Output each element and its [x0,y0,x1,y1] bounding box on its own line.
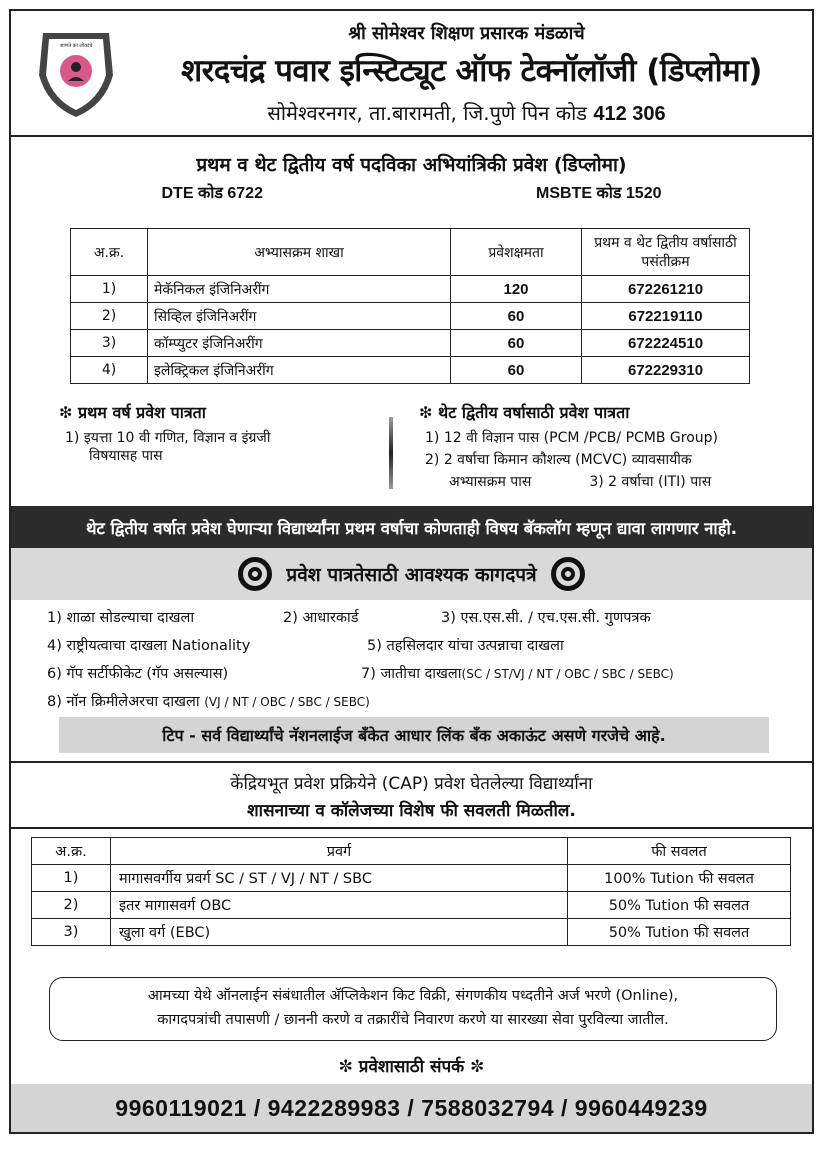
list-item: 3) एस.एस.सी. / एच.एस.सी. गुणपत्रक [441,610,651,626]
first-year-eligibility [59,401,270,465]
documents-title: प्रवेश पात्रतेसाठी आवश्यक कागदपत्रे [286,564,537,586]
flower-bullet-icon: ❇ [59,403,78,422]
dte-code: DTE कोड 6722 [161,185,263,202]
ring-icon [238,557,272,591]
col-category: प्रवर्ग [111,838,568,865]
trust-name: श्री सोमेश्वर शिक्षण प्रसारक मंडळाचे [348,23,585,44]
serial: 3) [32,919,111,946]
category: मागासवर्गीय प्रवर्ग SC / ST / VJ / NT / SBC [111,865,568,892]
eligibility-section [11,401,812,505]
list-item: 8) नॉन क्रिमीलेअरचा दाखला (VJ / NT / OBC / SBC / SEBC) [47,694,370,710]
serial: 2) [32,892,111,919]
branch-table [70,228,750,384]
fee-table-header [32,838,791,865]
cap-line-2: शासनाच्या व कॉलेजच्या विशेष फी सवलती मिळतील. [247,801,576,821]
admission-poster [9,9,814,1134]
table-row [71,330,750,357]
contact-heading: ✼ प्रवेशासाठी संपर्क ✼ [338,1057,485,1077]
cap-notice [11,761,812,829]
list-item: 7) जातीचा दाखला(SC / ST/VJ / NT / OBC / SBC / SEBC) [361,666,674,682]
backlog-notice: थेट द्वितीय वर्षात प्रवेश घेणाऱ्या विद्यार्थ्यांना प्रथम वर्षाचा कोणताही विषय बॅकलॉग म्हणून द्यावा लागणार नाही. [11,506,812,548]
list-item: 5) तहसिलदार यांचा उत्पन्नाचा दाखला [367,638,564,654]
choice-code: 672224510 [582,330,750,357]
table-row [32,892,791,919]
choice-code: 672261210 [582,276,750,303]
online-services-box [49,977,777,1041]
direct-second-criteria [419,429,718,491]
table-row [32,865,791,892]
address-text: सोमेश्वरनगर, ता.बारामती, जि.पुणे पिन कोड [267,101,587,125]
criteria-line: 1) 12 वी विज्ञान पास (PCM /PCB/ PCMB Group) [425,430,719,446]
col-intake: प्रवेशक्षमता [451,229,582,276]
branch: सिव्हिल इंजिनिअरींग [148,303,451,330]
intake: 120 [451,276,582,303]
criteria-line: अभ्यासक्रम पास [449,474,532,490]
branch: मेकॅनिकल इंजिनिअरींग [148,276,451,303]
cap-line-1: केंद्रियभूत प्रवेश प्रक्रियेने (CAP) प्रवेश घेतलेल्या विद्यार्थ्यांना [230,774,593,794]
list-item: 2) आधारकार्ड [283,610,359,626]
criteria-line: 1) इयत्ता 10 वी गणित, विज्ञान व इंग्रजी [65,430,271,446]
serial: 4) [71,357,148,384]
list-item: 1) शाळा सोडल्याचा दाखला [47,610,195,626]
admission-title: प्रथम व थेट द्वितीय वर्ष पदविका अभियांत्रिकी प्रवेश (डिप्लोमा) [196,154,627,176]
flower-bullet-icon: ❇ [419,403,438,422]
intake: 60 [451,303,582,330]
concession: 100% Tution फी सवलत [568,865,791,892]
concession: 50% Tution फी सवलत [568,892,791,919]
criteria-line: 3) 2 वर्षाचा (ITI) पास [589,474,712,490]
criteria-line: 2) 2 वर्षाचा किमान कौशल्य (MCVC) व्यावसायीक [425,452,692,468]
first-year-heading: ❇ प्रथम वर्ष प्रवेश पात्रता [59,403,206,422]
serial: 1) [32,865,111,892]
table-row [71,303,750,330]
col-serial: अ.क्र. [71,229,148,276]
services-line-1: आमच्या येथे ऑनलाईन संबंधातील ॲप्लिकेशन किट विक्री, संगणकीय पध्दतीने अर्ज भरणे (Online), [147,988,679,1004]
branch-table-header [71,229,750,276]
institute-address [11,99,812,126]
col-branch: अभ्यासक्रम शाखा [148,229,451,276]
first-year-criteria [59,429,270,465]
asterisk-icon: ✼ [464,1057,485,1077]
documents-list [47,607,787,719]
intake: 60 [451,330,582,357]
concession: 50% Tution फी सवलत [568,919,791,946]
ring-icon [551,557,585,591]
direct-second-eligibility [419,401,718,491]
intake: 60 [451,357,582,384]
documents-header [11,548,812,600]
msbte-code: MSBTE कोड 1520 [536,185,662,202]
header [11,11,812,137]
serial: 2) [71,303,148,330]
col-choice-code: प्रथम व थेट द्वितीय वर्षासाठी पसंतीक्रम [582,229,750,276]
col-serial: अ.क्र. [32,838,111,865]
list-item: 4) राष्ट्रीयत्वाचा दाखला Nationality [47,638,251,654]
asterisk-icon: ✼ [338,1057,359,1077]
contact-phones: 9960119021 / 9422289983 / 7588032794 / 9960449239 [11,1084,812,1132]
category: इतर मागासवर्ग OBC [111,892,568,919]
institute-name: शरदचंद्र पवार इन्स्टिट्यूट ऑफ टेक्नॉलॉजी (डिप्लोमा) [181,53,762,89]
choice-code: 672229310 [582,357,750,384]
list-item: 6) गॅप सर्टीफीकेट (गॅप असल्यास) [47,666,229,682]
choice-code: 672219110 [582,303,750,330]
fee-concession-table [31,837,791,946]
category: खुला वर्ग (EBC) [111,919,568,946]
services-line-2: कागदपत्रांची तपासणी / छाननी करणे व तक्रारींचे निवारण करणे या सारख्या सेवा पुरविल्या जातील. [157,1012,669,1028]
direct-second-heading: ❇ थेट द्वितीय वर्षासाठी प्रवेश पात्रता [419,403,630,422]
criteria-line: विषयासह पास [89,448,163,464]
serial: 3) [71,330,148,357]
admission-codes [162,181,662,203]
branch: कॉम्प्युटर इंजिनिअरींग [148,330,451,357]
table-row [71,276,750,303]
branch: इलेक्ट्रिकल इंजिनिअरींग [148,357,451,384]
col-concession: फी सवलत [568,838,791,865]
table-row [71,357,750,384]
bank-account-tip: टिप - सर्व विद्यार्थ्यांचे नॅशनलाईज बँकेत आधार लिंक बँक अकाऊंट असणे गरजेचे आहे. [59,717,769,753]
serial: 1) [71,276,148,303]
divider [389,417,393,489]
table-row [32,919,791,946]
logo-text: जाणते कां लोकांचे [59,43,93,49]
pin-code: 412 306 [593,103,666,125]
